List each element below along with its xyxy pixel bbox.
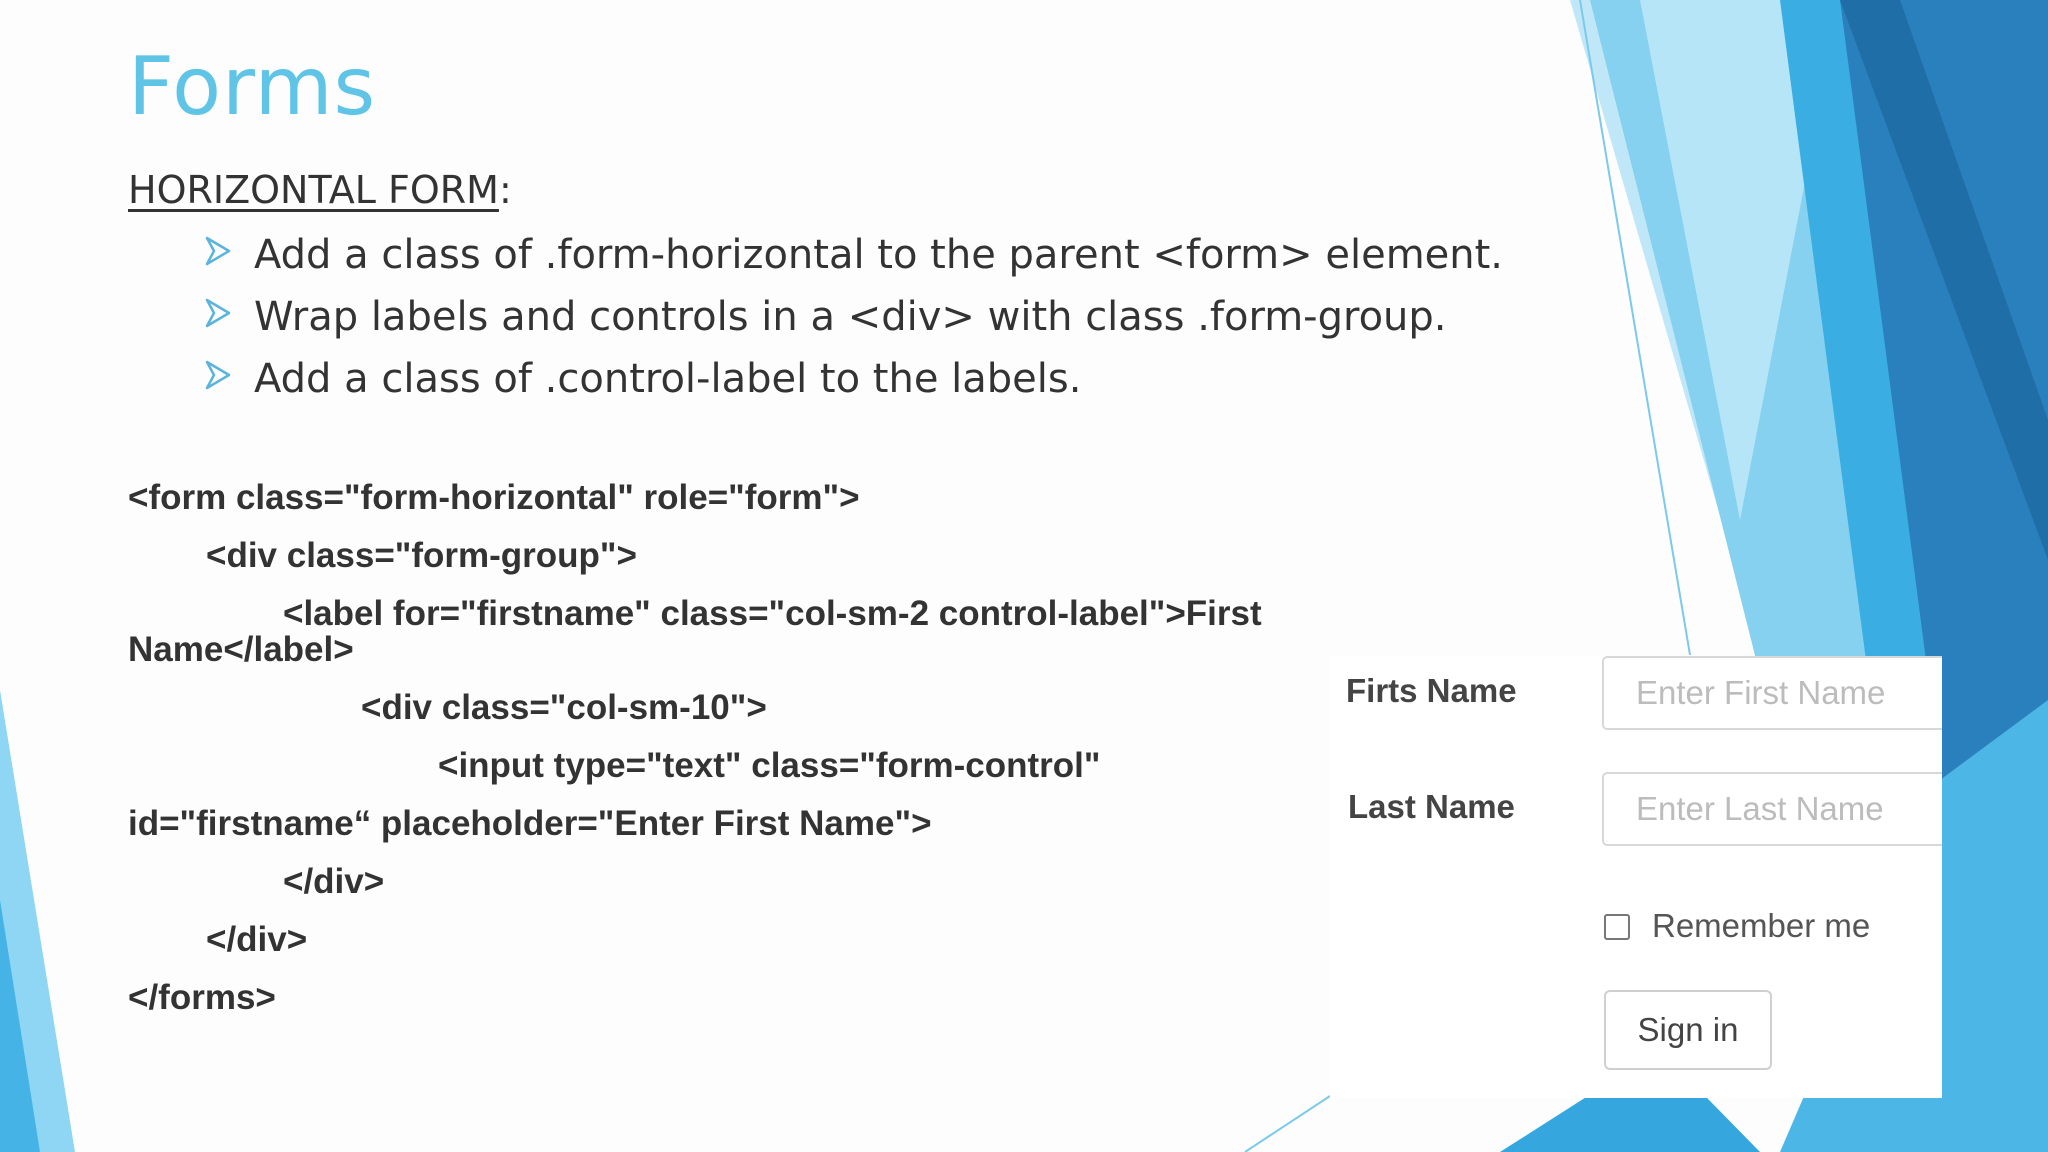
bullet-item <box>205 286 1503 348</box>
demo-form-screenshot <box>1330 656 1942 1098</box>
bullet-item <box>205 348 1503 410</box>
code-line: <div class="form-group"> <box>206 536 637 575</box>
sign-in-button[interactable]: Sign in <box>1604 990 1772 1070</box>
arrow-bullet-icon <box>205 298 231 328</box>
remember-me-checkbox[interactable] <box>1604 914 1630 940</box>
code-line: </div> <box>206 920 308 959</box>
code-line: </div> <box>283 862 385 901</box>
code-line: Name</label> <box>128 630 354 669</box>
code-line: <div class="col-sm-10"> <box>361 688 767 727</box>
section-heading-colon: : <box>498 168 512 212</box>
section-heading <box>128 168 512 212</box>
first-name-label: Firts Name <box>1346 672 1517 709</box>
code-line: <label for="firstname" class="col-sm-2 control-label">First <box>283 594 1262 633</box>
slide-title: Forms <box>128 40 377 133</box>
bullet-text: Wrap labels and controls in a <div> with class .form-group. <box>254 294 1447 340</box>
bullet-list <box>205 224 1503 410</box>
arrow-bullet-icon <box>205 360 231 390</box>
last-name-input[interactable] <box>1602 772 1942 846</box>
bullet-text: Add a class of .control-label to the labels. <box>254 356 1082 402</box>
last-name-label: Last Name <box>1348 788 1515 825</box>
bullet-text: Add a class of .form-horizontal to the parent <form> element. <box>254 232 1504 278</box>
arrow-bullet-icon <box>205 236 231 266</box>
code-line: id="firstname“ placeholder="Enter First Name"> <box>128 804 932 843</box>
code-line: </forms> <box>128 978 276 1017</box>
code-line: <input type="text" class="form-control" <box>438 746 1101 785</box>
section-heading-text: HORIZONTAL FORM <box>128 168 499 212</box>
bullet-item <box>205 224 1503 286</box>
remember-me-label[interactable]: Remember me <box>1652 907 1871 944</box>
first-name-input[interactable] <box>1602 656 1942 730</box>
code-line: <form class="form-horizontal" role="form"> <box>128 478 860 517</box>
